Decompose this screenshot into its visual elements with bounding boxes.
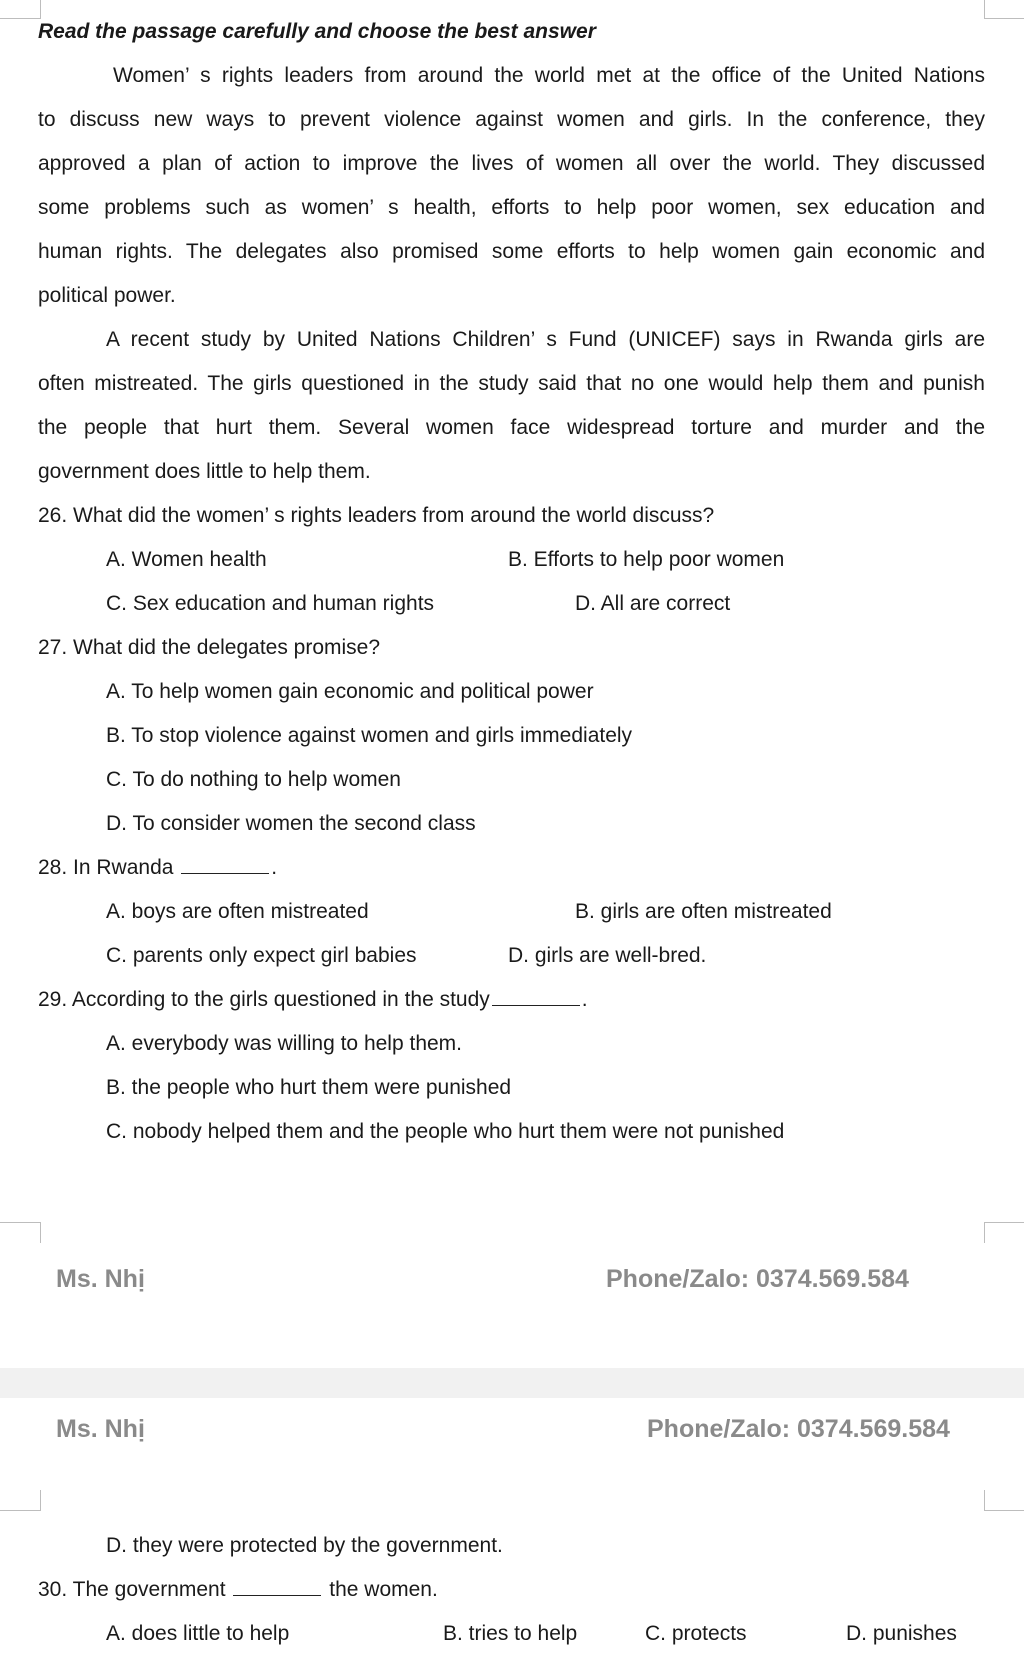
option-30-c: C. protects bbox=[645, 1622, 747, 1645]
page-corner-mark bbox=[984, 1222, 1024, 1243]
page-corner-mark bbox=[0, 1490, 41, 1511]
passage-line: some problems such as women’ s health, efforts to help poor women, sex education and bbox=[38, 196, 985, 219]
page-gap bbox=[0, 1368, 1024, 1398]
option-30-d: D. punishes bbox=[846, 1622, 957, 1645]
page-corner-mark bbox=[984, 0, 1024, 19]
page-2 bbox=[0, 1398, 1024, 1666]
page-corner-mark bbox=[0, 0, 41, 19]
passage-line: approved a plan of action to improve the lives of women all over the world. They discussed bbox=[38, 152, 985, 175]
footer-phone: Phone/Zalo: 0374.569.584 bbox=[606, 1265, 909, 1293]
passage-line: political power. bbox=[38, 284, 176, 307]
page-corner-mark bbox=[984, 1490, 1024, 1511]
passage-line: often mistreated. The girls questioned in the study said that no one would help them and punish bbox=[38, 372, 985, 395]
option-28-c: C. parents only expect girl babies bbox=[106, 944, 417, 967]
option-27-b: B. To stop violence against women and girls immediately bbox=[106, 724, 633, 747]
passage-line: Women’ s rights leaders from around the world met at the office of the United Nations bbox=[113, 64, 985, 87]
option-29-d: D. they were protected by the government. bbox=[106, 1534, 503, 1557]
passage-line: to discuss new ways to prevent violence against women and girls. In the conference, they bbox=[38, 108, 985, 131]
question-30-end: the women. bbox=[329, 1578, 438, 1601]
question-28 bbox=[38, 854, 277, 882]
option-27-a: A. To help women gain economic and political power bbox=[106, 680, 594, 703]
option-27-d: D. To consider women the second class bbox=[106, 812, 476, 835]
option-28-a: A. boys are often mistreated bbox=[106, 900, 369, 923]
question-30-text: 30. The government bbox=[38, 1578, 226, 1601]
passage-line: the people that hurt them. Several women face widespread torture and murder and the bbox=[38, 416, 985, 439]
header-phone: Phone/Zalo: 0374.569.584 bbox=[647, 1415, 950, 1443]
passage-line: A recent study by United Nations Children’ s Fund (UNICEF) says in Rwanda girls are bbox=[106, 328, 985, 351]
question-28-end: . bbox=[271, 856, 278, 879]
question-30 bbox=[38, 1576, 438, 1604]
answer-blank bbox=[233, 1579, 321, 1596]
question-28-text: 28. In Rwanda bbox=[38, 856, 174, 879]
option-28-d: D. girls are well-bred. bbox=[508, 944, 707, 967]
option-30-b: B. tries to help bbox=[443, 1622, 578, 1645]
question-29-text: 29. According to the girls questioned in the study bbox=[38, 988, 490, 1011]
question-27: 27. What did the delegates promise? bbox=[38, 636, 381, 659]
page-corner-mark bbox=[0, 1222, 41, 1243]
header-name: Ms. Nhị bbox=[56, 1415, 145, 1443]
option-29-c: C. nobody helped them and the people who hurt them were not punished bbox=[106, 1120, 785, 1143]
footer-name: Ms. Nhị bbox=[56, 1265, 145, 1293]
option-26-b: B. Efforts to help poor women bbox=[508, 548, 785, 571]
option-26-c: C. Sex education and human rights bbox=[106, 592, 435, 615]
answer-blank bbox=[492, 989, 580, 1006]
option-26-d: D. All are correct bbox=[575, 592, 731, 615]
option-30-a: A. does little to help bbox=[106, 1622, 290, 1645]
option-28-b: B. girls are often mistreated bbox=[575, 900, 832, 923]
option-26-a: A. Women health bbox=[106, 548, 267, 571]
answer-blank bbox=[181, 857, 269, 874]
question-29-end: . bbox=[581, 988, 588, 1011]
question-26: 26. What did the women’ s rights leaders from around the world discuss? bbox=[38, 504, 715, 527]
option-27-c: C. To do nothing to help women bbox=[106, 768, 401, 791]
option-29-b: B. the people who hurt them were punished bbox=[106, 1076, 512, 1099]
question-29 bbox=[38, 986, 588, 1014]
passage-line: human rights. The delegates also promised some efforts to help women gain economic and bbox=[38, 240, 985, 263]
option-29-a: A. everybody was willing to help them. bbox=[106, 1032, 463, 1055]
passage-line: government does little to help them. bbox=[38, 460, 371, 483]
instruction-title: Read the passage carefully and choose the best answer bbox=[38, 20, 596, 43]
